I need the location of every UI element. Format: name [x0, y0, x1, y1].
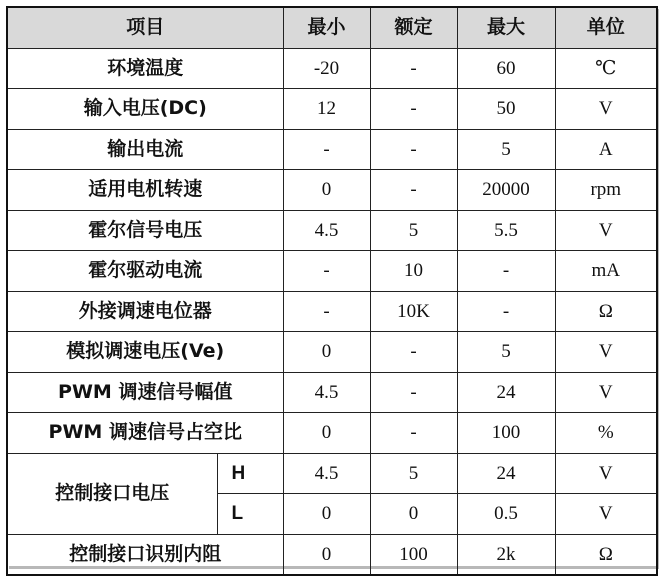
row-item: 环境温度: [7, 48, 283, 89]
table-row-control-high: [7, 453, 657, 494]
row-unit: V: [555, 210, 657, 251]
row-min: 0: [283, 534, 370, 575]
row-item: 控制接口识别内阻: [7, 534, 283, 575]
row-max: 100: [457, 413, 555, 454]
table-row: [7, 332, 657, 373]
sub-label-low: L: [217, 494, 283, 535]
row-unit: V: [555, 453, 657, 494]
row-min: -20: [283, 48, 370, 89]
header-item: 项目: [7, 7, 283, 48]
row-min: 4.5: [283, 453, 370, 494]
row-unit: V: [555, 494, 657, 535]
table-row: [7, 89, 657, 130]
row-max: 5: [457, 129, 555, 170]
row-rated: -: [370, 48, 457, 89]
table-row: [7, 48, 657, 89]
table-row: [7, 210, 657, 251]
row-rated: 10: [370, 251, 457, 292]
row-unit: ℃: [555, 48, 657, 89]
row-min: 4.5: [283, 210, 370, 251]
row-max: 5.5: [457, 210, 555, 251]
row-rated: -: [370, 89, 457, 130]
row-rated: -: [370, 129, 457, 170]
row-item: 适用电机转速: [7, 170, 283, 211]
table-row: [7, 372, 657, 413]
row-max: -: [457, 251, 555, 292]
spec-table: [6, 6, 658, 576]
row-min: 4.5: [283, 372, 370, 413]
table-header-row: [7, 7, 657, 48]
header-unit: 单位: [555, 7, 657, 48]
row-max: 60: [457, 48, 555, 89]
row-rated: -: [370, 413, 457, 454]
row-min: 0: [283, 170, 370, 211]
row-min: 0: [283, 332, 370, 373]
row-rated: -: [370, 170, 457, 211]
row-min: 12: [283, 89, 370, 130]
row-rated: -: [370, 332, 457, 373]
table-row: [7, 291, 657, 332]
row-max: 20000: [457, 170, 555, 211]
row-min: -: [283, 291, 370, 332]
row-min: -: [283, 251, 370, 292]
row-min: -: [283, 129, 370, 170]
row-max: 24: [457, 372, 555, 413]
row-unit: Ω: [555, 534, 657, 575]
row-item: 输出电流: [7, 129, 283, 170]
row-rated: 0: [370, 494, 457, 535]
row-item: 模拟调速电压(Ve): [7, 332, 283, 373]
row-rated: 5: [370, 453, 457, 494]
row-unit: V: [555, 372, 657, 413]
table-row: [7, 129, 657, 170]
row-rated: 10K: [370, 291, 457, 332]
row-unit: V: [555, 89, 657, 130]
row-min: 0: [283, 494, 370, 535]
row-max: 0.5: [457, 494, 555, 535]
table-row: [7, 251, 657, 292]
row-min: 0: [283, 413, 370, 454]
header-rated: 额定: [370, 7, 457, 48]
row-unit: Ω: [555, 291, 657, 332]
row-item-control-voltage: 控制接口电压: [7, 453, 217, 534]
row-unit: %: [555, 413, 657, 454]
row-unit: V: [555, 332, 657, 373]
sub-label-high: H: [217, 453, 283, 494]
table-row: [7, 413, 657, 454]
row-item: PWM 调速信号幅值: [7, 372, 283, 413]
row-max: 24: [457, 453, 555, 494]
row-item: 输入电压(DC): [7, 89, 283, 130]
row-item: PWM 调速信号占空比: [7, 413, 283, 454]
row-rated: 5: [370, 210, 457, 251]
row-max: -: [457, 291, 555, 332]
header-max: 最大: [457, 7, 555, 48]
table-body: [7, 48, 657, 575]
spec-table-container: [6, 6, 656, 566]
row-item: 霍尔驱动电流: [7, 251, 283, 292]
row-item: 霍尔信号电压: [7, 210, 283, 251]
row-rated: -: [370, 372, 457, 413]
row-unit: mA: [555, 251, 657, 292]
row-rated: 100: [370, 534, 457, 575]
row-max: 5: [457, 332, 555, 373]
row-item: 外接调速电位器: [7, 291, 283, 332]
table-row: [7, 170, 657, 211]
row-max: 2k: [457, 534, 555, 575]
header-min: 最小: [283, 7, 370, 48]
table-row: [7, 534, 657, 575]
row-unit: A: [555, 129, 657, 170]
row-max: 50: [457, 89, 555, 130]
row-unit: rpm: [555, 170, 657, 211]
